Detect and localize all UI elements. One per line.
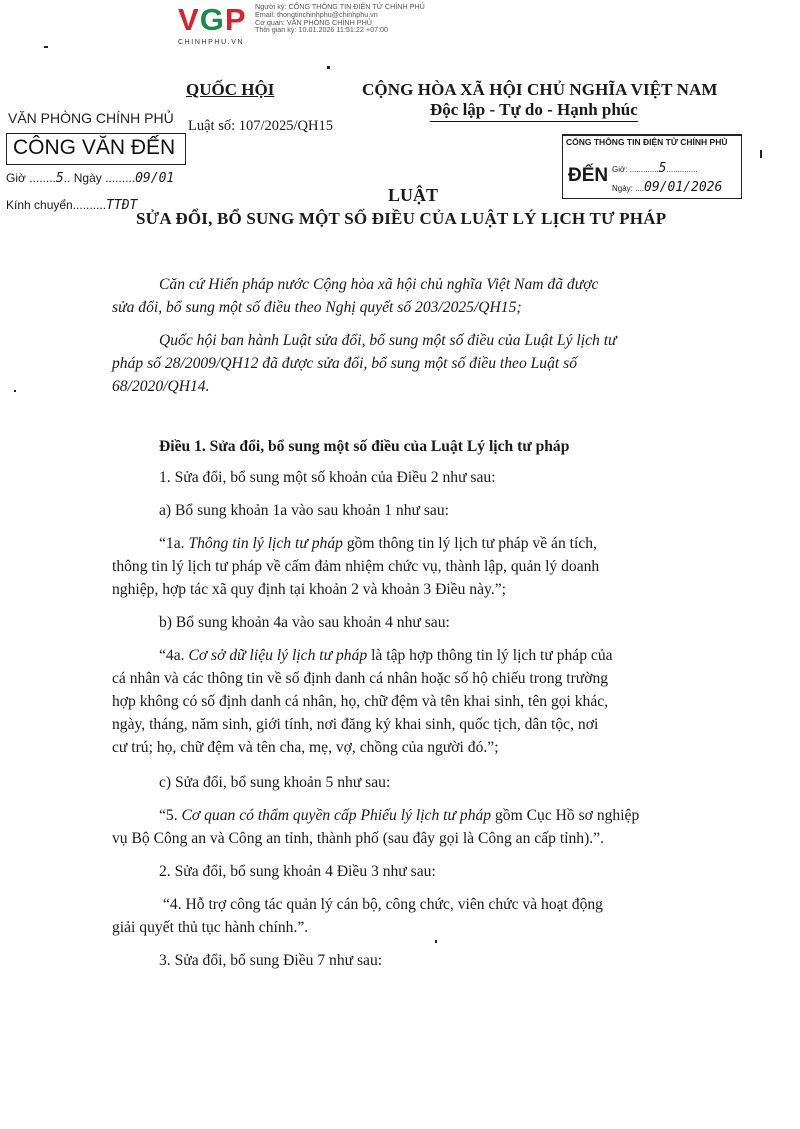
clause-4a-line-2: cá nhân và các thông tin về số định danh cá nhân hoặc số hộ chiếu trong trường bbox=[112, 670, 609, 687]
clause-5-term: Cơ quan có thẩm quyền cấp Phiếu lý lịch tư pháp bbox=[181, 807, 492, 824]
clause-4-line-1: “4. Hỗ trợ công tác quản lý cán bộ, công chức, viên chức và hoạt động bbox=[163, 896, 603, 913]
scan-speck bbox=[327, 66, 330, 69]
vgp-logo bbox=[178, 4, 256, 46]
portal-stamp-ngay: Ngày: ....09/01/2026 bbox=[612, 180, 723, 195]
issuing-body: QUỐC HỘI bbox=[186, 80, 275, 99]
logo-letter-p: P bbox=[224, 2, 247, 37]
clause-1a-prefix: “1a. bbox=[159, 535, 189, 552]
stamp-kinh-chuyen-value: TTĐT bbox=[106, 198, 138, 213]
item-1c: c) Sửa đổi, bổ sung khoản 5 như sau: bbox=[159, 774, 391, 791]
portal-gio-label: Giờ: bbox=[612, 165, 628, 174]
digital-signature-info bbox=[255, 3, 425, 34]
portal-stamp-header: CỔNG THÔNG TIN ĐIỆN TỬ CHÍNH PHỦ bbox=[566, 137, 728, 147]
clause-5-prefix: “5. bbox=[159, 807, 182, 824]
document-type-title: LUẬT bbox=[388, 185, 439, 205]
clause-1a-line-2: thông tin lý lịch tư pháp về cấm đảm nhiệm chức vụ, thành lập, quản lý doanh bbox=[112, 558, 600, 575]
preamble-1-line-1: Căn cứ Hiến pháp nước Cộng hòa xã hội chủ nghĩa Việt Nam đã được bbox=[159, 276, 599, 293]
clause-4-line-2: giải quyết thủ tục hành chính.”. bbox=[112, 919, 309, 936]
stamp-title: CÔNG VĂN ĐẾN bbox=[13, 136, 176, 159]
scan-speck bbox=[435, 940, 437, 943]
portal-ngay-label: Ngày: bbox=[612, 184, 633, 193]
item-1: 1. Sửa đổi, bổ sung một số khoản của Điều 2 như sau: bbox=[159, 469, 496, 486]
scan-speck bbox=[44, 46, 48, 48]
stamp-office-name: VĂN PHÒNG CHÍNH PHỦ bbox=[8, 110, 174, 126]
signer-name: Người ký: CỔNG THÔNG TIN ĐIỆN TỬ CHÍNH PHỦ bbox=[255, 2, 425, 11]
clause-1a-term: Thông tin lý lịch tư pháp bbox=[188, 535, 343, 552]
signing-time: Thời gian ký: 10.01.2026 11:51:22 +07:00 bbox=[255, 25, 389, 35]
portal-ngay-value: 09/01/2026 bbox=[644, 180, 723, 195]
logo-letter-g: G bbox=[199, 2, 225, 37]
clause-1a bbox=[112, 532, 718, 601]
stamp-gio-label: Giờ bbox=[6, 171, 26, 185]
stamp-ngay-label: Ngày bbox=[73, 171, 102, 185]
preamble-paragraph-1 bbox=[112, 273, 718, 319]
clause-4a bbox=[112, 644, 718, 759]
scan-speck bbox=[760, 150, 762, 158]
clause-5-rest: gồm Cục Hồ sơ nghiệp bbox=[491, 807, 640, 824]
stamp-ngay-value: 09/01 bbox=[135, 171, 175, 186]
law-number: Luật số: 107/2025/QH15 bbox=[188, 118, 333, 134]
clause-4a-line-5: cư trú; họ, chữ đệm và tên cha, mẹ, vợ, chồng của người đó.”; bbox=[112, 739, 499, 756]
portal-gio-value: 5 bbox=[658, 161, 667, 176]
preamble-2-line-3: 68/2020/QH14. bbox=[112, 378, 210, 395]
preamble-2-line-1: Quốc hội ban hành Luật sửa đổi, bổ sung một số điều của Luật Lý lịch tư bbox=[159, 332, 617, 349]
clause-1a-rest: gồm thông tin lý lịch tư pháp về án tích, bbox=[342, 535, 597, 552]
preamble-paragraph-2 bbox=[112, 329, 718, 398]
clause-4 bbox=[112, 893, 718, 939]
article-1-heading: Điều 1. Sửa đổi, bổ sung một số điều của Luật Lý lịch tư pháp bbox=[159, 438, 570, 455]
stamp-gio-value: 5 bbox=[55, 171, 64, 186]
national-title: CỘNG HÒA XÃ HỘI CHỦ NGHĨA VIỆT NAM bbox=[362, 80, 718, 99]
item-3: 3. Sửa đổi, bổ sung Điều 7 như sau: bbox=[159, 952, 383, 969]
portal-stamp-gio: Giờ: .............5.............. bbox=[612, 161, 698, 176]
item-1a: a) Bổ sung khoản 1a vào sau khoản 1 như sau: bbox=[159, 502, 449, 519]
preamble-1-line-2: sửa đổi, bổ sung một số điều theo Nghị quyết số 203/2025/QH15; bbox=[112, 299, 522, 316]
clause-4a-line-4: ngày, tháng, năm sinh, giới tính, nơi đăng ký khai sinh, quốc tịch, dân tộc, nơi bbox=[112, 716, 599, 733]
portal-stamp-den: ĐẾN bbox=[568, 165, 609, 186]
signer-email: Email: thongtinchinhphu@chinhphu.vn bbox=[255, 9, 378, 19]
document-title: SỬA ĐỔI, BỔ SUNG MỘT SỐ ĐIỀU CỦA LUẬT LÝ LỊCH TƯ PHÁP bbox=[136, 209, 667, 228]
logo-subtext: CHINHPHU.VN bbox=[178, 39, 245, 46]
stamp-kinh-chuyen-label: Kính chuyển bbox=[6, 198, 73, 212]
clause-1a-line-3: nghiệp, hợp tác xã quy định tại khoản 2 và khoản 3 Điều này.”; bbox=[112, 581, 506, 598]
clause-5 bbox=[112, 804, 718, 850]
signer-agency: Cơ quan: VĂN PHÒNG CHÍNH PHỦ bbox=[255, 17, 372, 27]
item-1b: b) Bổ sung khoản 4a vào sau khoản 4 như sau: bbox=[159, 614, 450, 631]
item-2: 2. Sửa đổi, bổ sung khoản 4 Điều 3 như sau: bbox=[159, 863, 436, 880]
preamble-2-line-2: pháp số 28/2009/QH12 đã được sửa đổi, bổ sung một số điều theo Luật số bbox=[112, 355, 577, 372]
clause-4a-line-3: hợp không có số định danh cá nhân, họ, chữ đệm và tên khai sinh, tên gọi khác, bbox=[112, 693, 609, 710]
stamp-forward-row: Kính chuyển..........TTĐT bbox=[6, 198, 138, 213]
scan-speck bbox=[14, 390, 16, 392]
logo-letter-v: V bbox=[178, 2, 200, 37]
clause-4a-term: Cơ sở dữ liệu lý lịch tư pháp bbox=[188, 647, 368, 664]
clause-5-line-2: vụ Bộ Công an và Công an tỉnh, thành phố (sau đây gọi là Công an cấp tỉnh).”. bbox=[112, 830, 604, 847]
stamp-time-row: Giờ ........5.. Ngày .........09/01 bbox=[6, 171, 175, 186]
national-motto: Độc lập - Tự do - Hạnh phúc bbox=[430, 100, 638, 122]
clause-4a-rest: là tập hợp thông tin lý lịch tư pháp của bbox=[367, 647, 613, 664]
clause-4a-prefix: “4a. bbox=[159, 647, 189, 664]
